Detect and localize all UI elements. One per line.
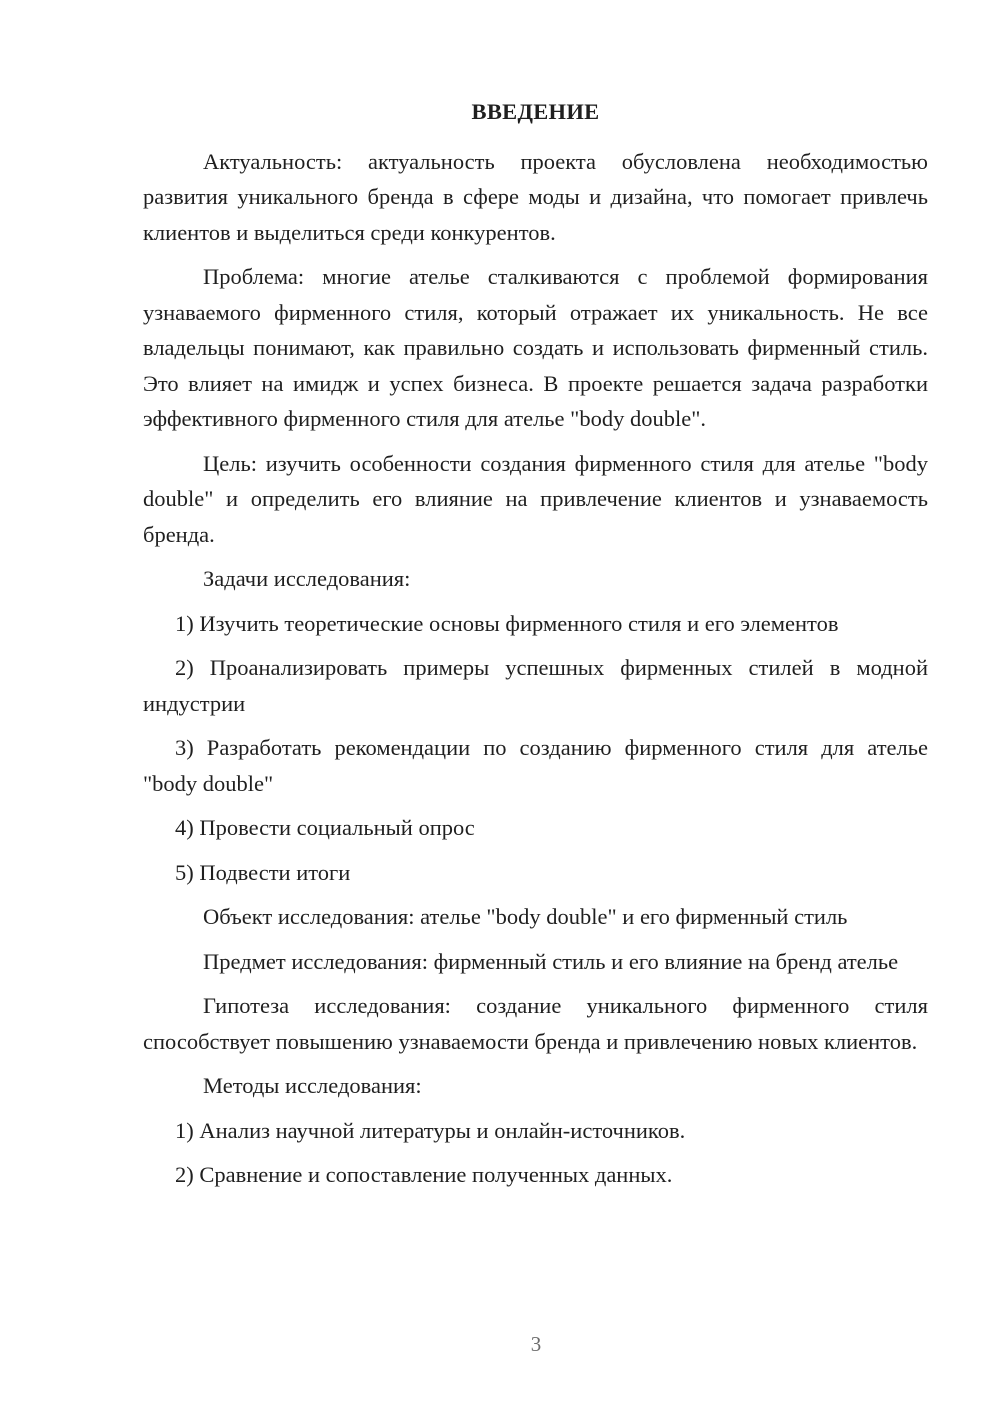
paragraph-relevance: Актуальность: актуальность проекта обусловлена необходимостью развития уникального бренда в сфере моды и дизайна, что помогает привлечь клиентов и выделиться среди конкурентов. xyxy=(143,148,928,245)
tasks-heading: Задачи исследования: xyxy=(203,566,411,591)
method-item: 2) Сравнение и сопоставление полученных данных. xyxy=(175,1162,673,1187)
paragraph-hypothesis: Гипотеза исследования: создание уникального фирменного стиля способствует повышению узнаваемости бренда и привлечению новых клиентов. xyxy=(143,993,928,1054)
task-item: 2) Проанализировать примеры успешных фирменных стилей в модной индустрии xyxy=(143,655,928,716)
task-item: 5) Подвести итоги xyxy=(175,859,351,885)
methods-heading: Методы исследования: xyxy=(203,1073,422,1098)
task-item: 3) Разработать рекомендации по созданию фирменного стиля для ателье "body double" xyxy=(143,735,928,796)
method-item: 1) Анализ научной литературы и онлайн-источников. xyxy=(175,1117,686,1143)
page-title: ВВЕДЕНИЕ xyxy=(471,99,600,124)
page-number: 3 xyxy=(530,1332,542,1356)
page-content xyxy=(143,94,928,1202)
task-item: 4) Провести социальный опрос xyxy=(175,815,475,840)
paragraph-problem: Проблема: многие ателье сталкиваются с проблемой формирования узнаваемого фирменного стиля, который отражает их уникальность. Не все владельцы понимают, как правильно создать и использовать фирменный стиль. Это влияет на имидж и успех бизнеса. В проекте решается задача разработки эффективного фирменного стиля для ателье "body double". xyxy=(143,264,928,431)
paragraph-goal: Цель: изучить особенности создания фирменного стиля для ателье "body double" и определить его влияние на привлечение клиентов и узнаваемость бренда. xyxy=(143,450,928,547)
task-item: 1) Изучить теоретические основы фирменного стиля и его элементов xyxy=(175,610,839,636)
paragraph-subject: Предмет исследования: фирменный стиль и его влияние на бренд ателье xyxy=(203,948,899,974)
paragraph-object: Объект исследования: ателье "body double" и его фирменный стиль xyxy=(203,904,848,929)
